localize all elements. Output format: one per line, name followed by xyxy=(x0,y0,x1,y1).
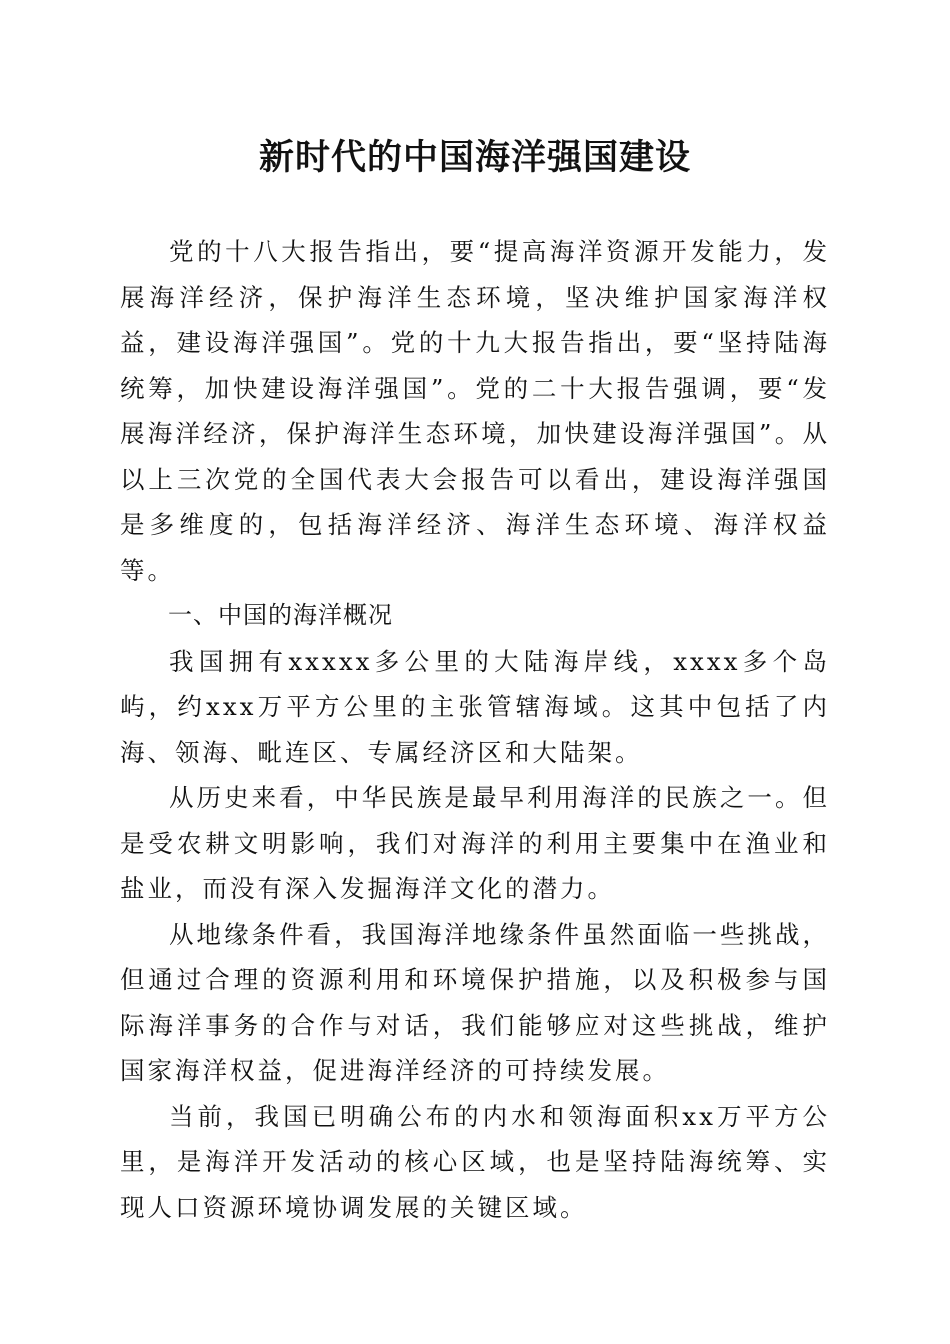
paragraph-coastline: 我国拥有xxxxx多公里的大陆海岸线，xxxx多个岛屿，约xxx万平方公里的主张管辖海域。这其中包括了内海、领海、毗连区、专属经济区和大陆架。 xyxy=(120,646,830,767)
paragraph-geopolitics: 从地缘条件看，我国海洋地缘条件虽然面临一些挑战，但通过合理的资源利用和环境保护措施，以及积极参与国际海洋事务的合作与对话，我们能够应对这些挑战，维护国家海洋权益，促进海洋经济的可持续发展。 xyxy=(120,919,830,1085)
section-heading: 一、中国的海洋概况 xyxy=(168,601,393,629)
paragraph-current: 当前，我国已明确公布的内水和领海面积xx万平方公里，是海洋开发活动的核心区域，也是坚持陆海统筹、实现人口资源环境协调发展的关键区域。 xyxy=(120,1101,830,1222)
paragraph-history: 从历史来看，中华民族是最早利用海洋的民族之一。但是受农耕文明影响，我们对海洋的利用主要集中在渔业和盐业，而没有深入发掘海洋文化的潜力。 xyxy=(120,783,830,903)
document-body xyxy=(120,229,830,1230)
paragraph-intro: 党的十八大报告指出，要“提高海洋资源开发能力，发展海洋经济，保护海洋生态环境，坚决维护国家海洋权益，建设海洋强国”。党的十九大报告指出，要“坚持陆海统筹，加快建设海洋强国”。党的二十大报告强调，要“发展海洋经济，保护海洋生态环境，加快建设海洋强国”。从以上三次党的全国代表大会报告可以看出，建设海洋强国是多维度的，包括海洋经济、海洋生态环境、海洋权益等。 xyxy=(120,237,830,585)
document-title: 新时代的中国海洋强国建设 xyxy=(258,137,691,178)
